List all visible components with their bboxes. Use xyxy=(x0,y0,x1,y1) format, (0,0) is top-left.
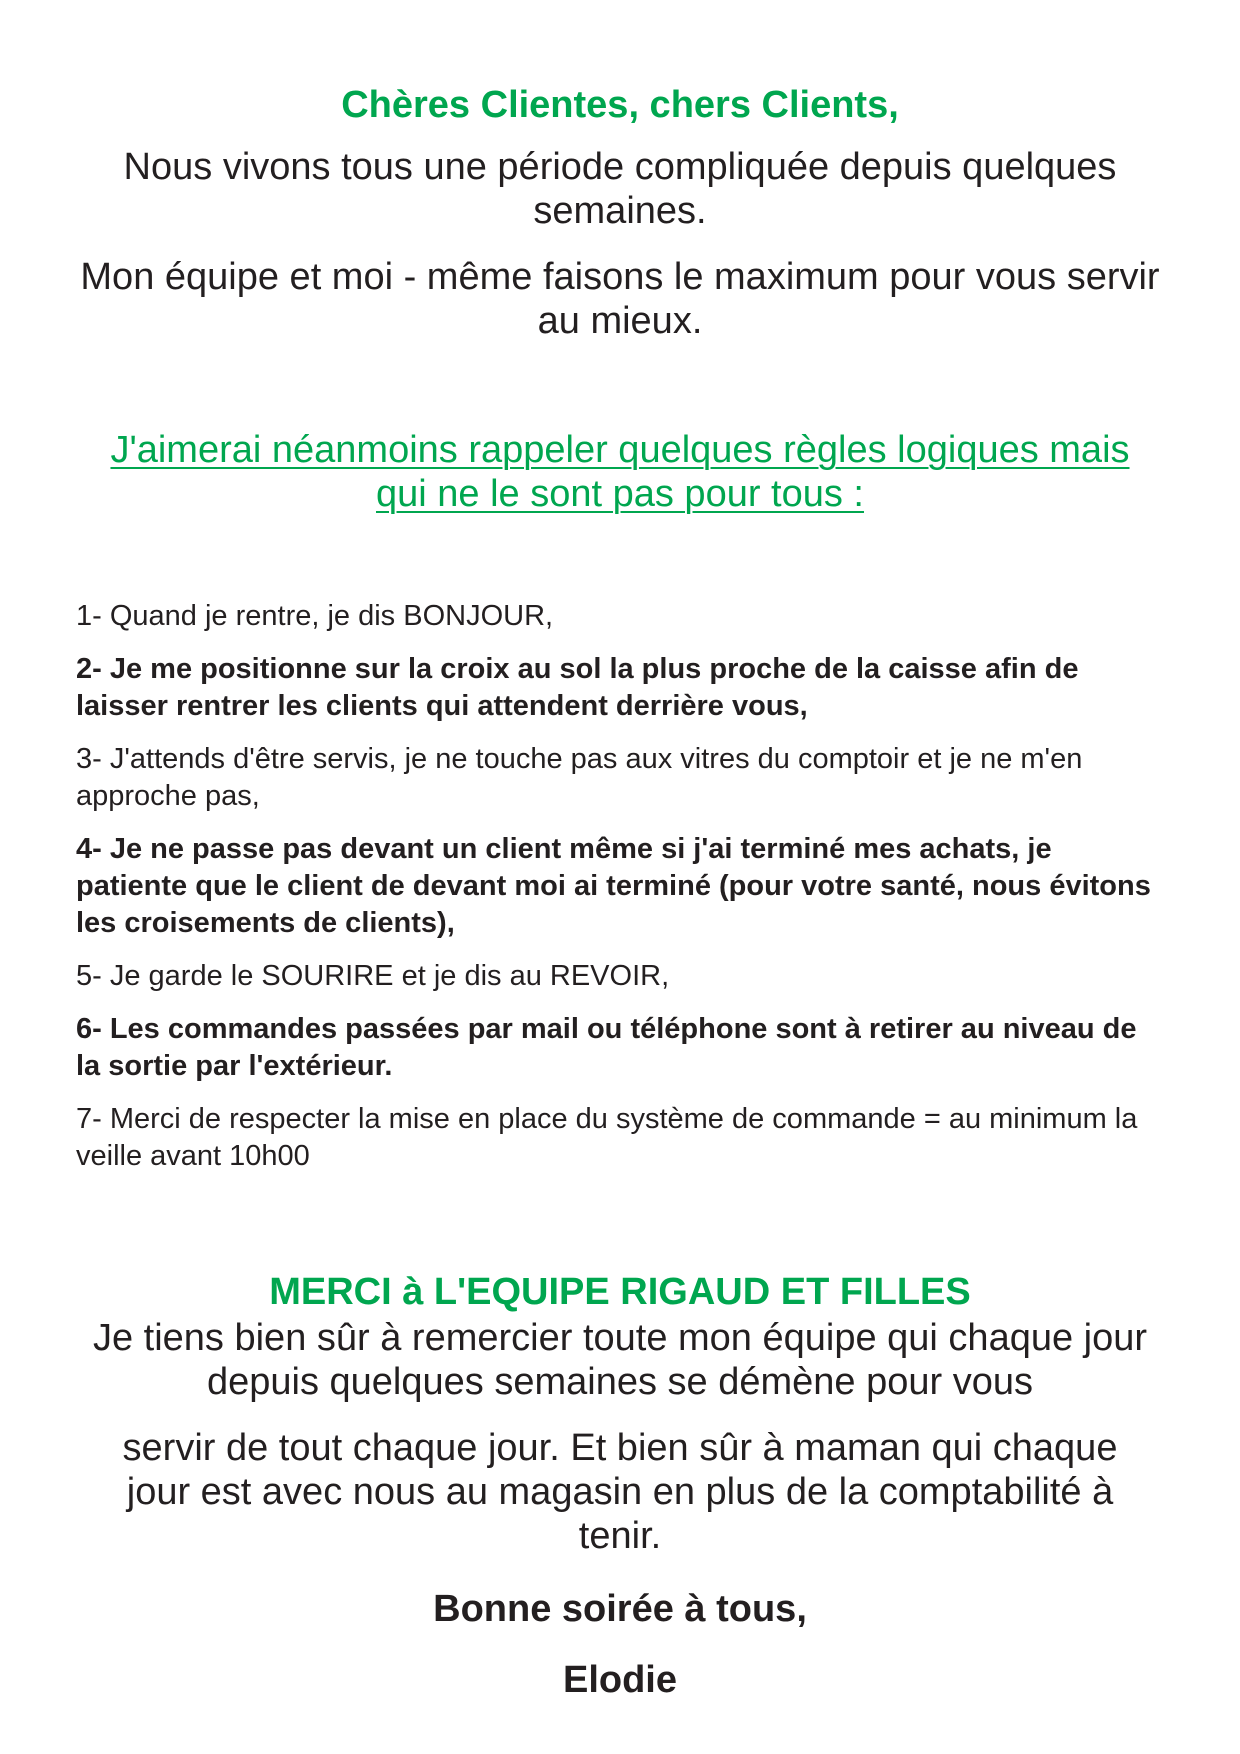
rule-item-6: 6- Les commandes passées par mail ou téléphone sont à retirer au niveau de la sortie par l'extérieur. xyxy=(76,1013,1137,1082)
rule-item-5: 5- Je garde le SOURIRE et je dis au REVOIR, xyxy=(76,960,670,992)
thanks-heading: MERCI à L'EQUIPE RIGAUD ET FILLES xyxy=(269,1271,971,1313)
thanks-paragraph-2: servir de tout chaque jour. Et bien sûr à maman qui chaque jour est avec nous au magasin en plus de la comptabilité à tenir. xyxy=(122,1427,1118,1557)
intro-paragraph-2: Mon équipe et moi - même faisons le maximum pour vous servir au mieux. xyxy=(80,256,1160,342)
thanks-paragraph-1: Je tiens bien sûr à remercier toute mon équipe qui chaque jour depuis quelques semaines se démène pour vous xyxy=(92,1317,1148,1403)
rule-item-3: 3- J'attends d'être servis, je ne touche pas aux vitres du comptoir et je ne m'en approche pas, xyxy=(76,743,1083,812)
intro-paragraph-1: Nous vivons tous une période compliquée depuis quelques semaines. xyxy=(123,146,1117,232)
rules-reminder-heading: J'aimerai néanmoins rappeler quelques règles logiques mais qui ne le sont pas pour tous : xyxy=(110,429,1130,515)
signature: Elodie xyxy=(562,1659,678,1701)
greeting-heading: Chères Clientes, chers Clients, xyxy=(341,84,899,126)
rule-item-2: 2- Je me positionne sur la croix au sol la plus proche de la caisse afin de laisser rentrer les clients qui attendent derrière vous, xyxy=(76,653,1079,722)
rule-item-1: 1- Quand je rentre, je dis BONJOUR, xyxy=(76,600,554,632)
closing-line: Bonne soirée à tous, xyxy=(433,1588,807,1630)
rule-item-4: 4- Je ne passe pas devant un client même si j'ai terminé mes achats, je patiente que le client de devant moi ai terminé (pour votre santé, nous évitons les croisements de clients), xyxy=(76,833,1151,939)
rule-item-7: 7- Merci de respecter la mise en place du système de commande = au minimum la veille avant 10h00 xyxy=(76,1103,1138,1172)
rules-list xyxy=(76,598,1166,1191)
